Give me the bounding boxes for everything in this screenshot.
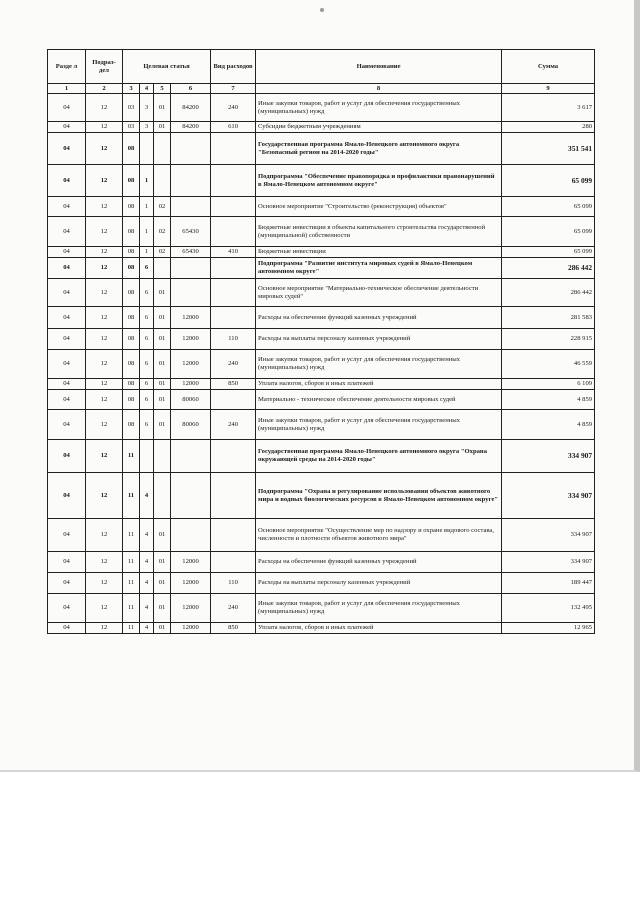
cell-podrazdel: 12 (86, 410, 123, 440)
cell-razdel: 04 (48, 379, 86, 390)
cell-subprogram: 4 (140, 573, 154, 594)
cell-direction (171, 133, 211, 165)
cell-naimenovanie: Государственная программа Ямало-Ненецкого автономного округа "Охрана окружающей среды на 2014-2020 годы" (256, 440, 502, 473)
cell-program: 11 (123, 594, 140, 623)
cell-podrazdel: 12 (86, 197, 123, 217)
cell-program: 08 (123, 279, 140, 307)
cell-program: 08 (123, 329, 140, 350)
header-tselevaya-statya: Целевая статья (123, 50, 211, 84)
cell-program: 03 (123, 94, 140, 122)
cell-podrazdel: 12 (86, 329, 123, 350)
cell-razdel: 04 (48, 217, 86, 247)
cell-vid-raskhodov (211, 197, 256, 217)
cell-vid-raskhodov (211, 279, 256, 307)
cell-direction: 12000 (171, 552, 211, 573)
cell-summa: 65 099 (502, 247, 595, 258)
cell-program: 08 (123, 350, 140, 379)
cell-summa: 286 442 (502, 258, 595, 279)
cell-program: 11 (123, 519, 140, 552)
cell-razdel: 04 (48, 440, 86, 473)
cell-event: 01 (154, 594, 171, 623)
cell-vid-raskhodov (211, 217, 256, 247)
cell-naimenovanie: Подпрограмма "Развитие института мировых судей в Ямало-Ненецком автономном округе" (256, 258, 502, 279)
header-row (48, 50, 595, 84)
cell-podrazdel: 12 (86, 307, 123, 329)
cell-podrazdel: 12 (86, 519, 123, 552)
cell-podrazdel: 12 (86, 133, 123, 165)
cell-program: 11 (123, 552, 140, 573)
table-row (48, 594, 595, 623)
cell-naimenovanie: Бюджетные инвестиции в объекты капитального строительства государственной (муниципальной) собственности (256, 217, 502, 247)
cell-podrazdel: 12 (86, 165, 123, 197)
cell-subprogram: 6 (140, 258, 154, 279)
table-row (48, 573, 595, 594)
cell-event: 02 (154, 247, 171, 258)
cell-podrazdel: 12 (86, 440, 123, 473)
cell-naimenovanie: Основное мероприятие "Строительство (реконструкция) объектов" (256, 197, 502, 217)
cell-razdel: 04 (48, 552, 86, 573)
cell-subprogram: 3 (140, 94, 154, 122)
cell-razdel: 04 (48, 258, 86, 279)
cell-vid-raskhodov: 240 (211, 594, 256, 623)
cell-summa: 65 099 (502, 165, 595, 197)
cell-vid-raskhodov (211, 307, 256, 329)
cell-vid-raskhodov: 410 (211, 247, 256, 258)
cell-razdel: 04 (48, 122, 86, 133)
cell-direction: 84200 (171, 94, 211, 122)
cell-naimenovanie: Бюджетные инвестиции (256, 247, 502, 258)
cell-podrazdel: 12 (86, 217, 123, 247)
cell-event: 01 (154, 329, 171, 350)
cell-direction: 12000 (171, 329, 211, 350)
cell-podrazdel: 12 (86, 390, 123, 410)
cell-program: 08 (123, 258, 140, 279)
cell-program: 08 (123, 165, 140, 197)
cell-subprogram: 1 (140, 247, 154, 258)
cell-summa: 65 099 (502, 197, 595, 217)
table-row (48, 133, 595, 165)
cell-razdel: 04 (48, 247, 86, 258)
cell-vid-raskhodov (211, 473, 256, 519)
cell-summa: 281 583 (502, 307, 595, 329)
cell-direction: 80060 (171, 410, 211, 440)
cell-podrazdel: 12 (86, 573, 123, 594)
cell-subprogram: 4 (140, 473, 154, 519)
cell-event (154, 165, 171, 197)
cell-subprogram: 6 (140, 279, 154, 307)
cell-summa: 4 859 (502, 410, 595, 440)
cell-naimenovanie: Государственная программа Ямало-Ненецкого автономного округа "Безопасный регион на 2014-2020 годы" (256, 133, 502, 165)
cell-subprogram: 1 (140, 165, 154, 197)
cell-razdel: 04 (48, 573, 86, 594)
cell-podrazdel: 12 (86, 594, 123, 623)
cell-naimenovanie: Иные закупки товаров, работ и услуг для обеспечения государственных (муниципальных) нужд (256, 410, 502, 440)
cell-program: 11 (123, 473, 140, 519)
cell-podrazdel: 12 (86, 258, 123, 279)
cell-razdel: 04 (48, 594, 86, 623)
cell-vid-raskhodov: 240 (211, 350, 256, 379)
cell-program: 08 (123, 247, 140, 258)
cell-program: 11 (123, 440, 140, 473)
cell-summa: 334 907 (502, 552, 595, 573)
header-summa: Сумма (502, 50, 595, 84)
cell-summa: 65 099 (502, 217, 595, 247)
cell-naimenovanie: Иные закупки товаров, работ и услуг для обеспечения государственных (муниципальных) нужд (256, 94, 502, 122)
cell-summa: 351 541 (502, 133, 595, 165)
cell-event: 01 (154, 350, 171, 379)
cell-event: 01 (154, 552, 171, 573)
cell-subprogram (140, 133, 154, 165)
header-razdel: Разде л (48, 50, 86, 84)
cell-summa: 286 442 (502, 279, 595, 307)
cell-summa: 3 617 (502, 94, 595, 122)
cell-razdel: 04 (48, 165, 86, 197)
cell-subprogram: 6 (140, 329, 154, 350)
cell-program: 11 (123, 573, 140, 594)
cell-subprogram: 4 (140, 552, 154, 573)
cell-vid-raskhodov: 110 (211, 329, 256, 350)
cell-event: 01 (154, 279, 171, 307)
cell-direction: 12000 (171, 594, 211, 623)
cell-naimenovanie: Подпрограмма "Охрана и регулирование использования объектов животного мира и водных биологических ресурсов в Ямало-Ненецком автономном округе" (256, 473, 502, 519)
colnum: 7 (211, 84, 256, 94)
table-row (48, 410, 595, 440)
cell-naimenovanie: Уплата налогов, сборов и иных платежей (256, 379, 502, 390)
cell-vid-raskhodov: 850 (211, 623, 256, 634)
cell-direction (171, 279, 211, 307)
header-vid-raskhodov: Вид расходов (211, 50, 256, 84)
cell-vid-raskhodov: 850 (211, 379, 256, 390)
cell-event: 01 (154, 573, 171, 594)
cell-naimenovanie: Основное мероприятие "Осуществление мер по надзору и охране видового состава, численности и плотности объектов животного мира" (256, 519, 502, 552)
cell-razdel: 04 (48, 390, 86, 410)
cell-naimenovanie: Расходы на выплаты персоналу казенных учреждений (256, 329, 502, 350)
cell-podrazdel: 12 (86, 379, 123, 390)
table-row (48, 329, 595, 350)
cell-vid-raskhodov: 610 (211, 122, 256, 133)
table-row (48, 552, 595, 573)
cell-vid-raskhodov (211, 440, 256, 473)
cell-event: 02 (154, 217, 171, 247)
cell-podrazdel: 12 (86, 552, 123, 573)
cell-direction: 80060 (171, 390, 211, 410)
cell-event (154, 440, 171, 473)
cell-summa: 334 907 (502, 473, 595, 519)
table-row (48, 440, 595, 473)
table-row (48, 197, 595, 217)
cell-event: 02 (154, 197, 171, 217)
cell-event: 01 (154, 307, 171, 329)
cell-razdel: 04 (48, 473, 86, 519)
table-row (48, 217, 595, 247)
cell-direction: 12000 (171, 350, 211, 379)
cell-naimenovanie: Иные закупки товаров, работ и услуг для обеспечения государственных (муниципальных) нужд (256, 350, 502, 379)
table-row (48, 623, 595, 634)
colnum: 6 (171, 84, 211, 94)
cell-program: 08 (123, 133, 140, 165)
cell-subprogram: 1 (140, 217, 154, 247)
cell-vid-raskhodov (211, 165, 256, 197)
cell-naimenovanie: Расходы на выплаты персоналу казенных учреждений (256, 573, 502, 594)
cell-event (154, 133, 171, 165)
cell-direction (171, 440, 211, 473)
cell-program: 08 (123, 379, 140, 390)
cell-razdel: 04 (48, 279, 86, 307)
cell-summa: 228 915 (502, 329, 595, 350)
cell-summa: 6 109 (502, 379, 595, 390)
cell-direction (171, 519, 211, 552)
table-body (48, 94, 595, 634)
cell-vid-raskhodov (211, 258, 256, 279)
cell-naimenovanie: Субсидии бюджетным учреждениям (256, 122, 502, 133)
column-number-row (48, 84, 595, 94)
cell-podrazdel: 12 (86, 279, 123, 307)
cell-direction: 12000 (171, 573, 211, 594)
table-row (48, 307, 595, 329)
cell-subprogram: 4 (140, 519, 154, 552)
cell-program: 11 (123, 623, 140, 634)
cell-vid-raskhodov: 110 (211, 573, 256, 594)
cell-event: 01 (154, 390, 171, 410)
cell-naimenovanie: Подпрограмма "Обеспечение правопорядка и профилактики правонарушений в Ямало-Ненецком автономном округе" (256, 165, 502, 197)
cell-program: 08 (123, 307, 140, 329)
colnum: 5 (154, 84, 171, 94)
cell-subprogram: 6 (140, 390, 154, 410)
table-row (48, 94, 595, 122)
cell-razdel: 04 (48, 519, 86, 552)
colnum: 4 (140, 84, 154, 94)
cell-program: 08 (123, 410, 140, 440)
cell-program: 08 (123, 197, 140, 217)
colnum: 9 (502, 84, 595, 94)
table-row (48, 165, 595, 197)
cell-summa: 334 907 (502, 519, 595, 552)
cell-subprogram: 1 (140, 197, 154, 217)
table-row (48, 519, 595, 552)
cell-subprogram: 4 (140, 623, 154, 634)
cell-summa: 4 859 (502, 390, 595, 410)
cell-subprogram: 6 (140, 307, 154, 329)
punch-hole (320, 8, 324, 12)
cell-subprogram: 6 (140, 350, 154, 379)
cell-summa: 132 495 (502, 594, 595, 623)
table-row (48, 379, 595, 390)
cell-event: 01 (154, 623, 171, 634)
table-row (48, 122, 595, 133)
cell-event: 01 (154, 94, 171, 122)
cell-subprogram: 3 (140, 122, 154, 133)
cell-direction (171, 473, 211, 519)
cell-naimenovanie: Расходы на обеспечение функций казенных учреждений (256, 307, 502, 329)
cell-subprogram (140, 440, 154, 473)
cell-razdel: 04 (48, 350, 86, 379)
cell-event: 01 (154, 410, 171, 440)
cell-direction: 84200 (171, 122, 211, 133)
header-podrazdel: Подраз- дел (86, 50, 123, 84)
cell-subprogram: 4 (140, 594, 154, 623)
cell-podrazdel: 12 (86, 247, 123, 258)
cell-podrazdel: 12 (86, 623, 123, 634)
cell-direction: 12000 (171, 307, 211, 329)
cell-naimenovanie: Уплата налогов, сборов и иных платежей (256, 623, 502, 634)
cell-razdel: 04 (48, 307, 86, 329)
cell-summa: 189 447 (502, 573, 595, 594)
cell-event: 01 (154, 379, 171, 390)
cell-direction (171, 258, 211, 279)
cell-summa: 46 559 (502, 350, 595, 379)
cell-vid-raskhodov (211, 133, 256, 165)
cell-vid-raskhodov (211, 519, 256, 552)
budget-table (47, 49, 595, 634)
cell-event: 01 (154, 519, 171, 552)
cell-razdel: 04 (48, 133, 86, 165)
cell-vid-raskhodov: 240 (211, 94, 256, 122)
cell-event: 01 (154, 122, 171, 133)
cell-vid-raskhodov: 240 (211, 410, 256, 440)
cell-subprogram: 6 (140, 379, 154, 390)
cell-program: 08 (123, 217, 140, 247)
cell-event (154, 473, 171, 519)
cell-podrazdel: 12 (86, 122, 123, 133)
cell-naimenovanie: Иные закупки товаров, работ и услуг для обеспечения государственных (муниципальных) нужд (256, 594, 502, 623)
colnum: 8 (256, 84, 502, 94)
table-row (48, 390, 595, 410)
cell-direction: 12000 (171, 623, 211, 634)
cell-podrazdel: 12 (86, 473, 123, 519)
cell-vid-raskhodov (211, 552, 256, 573)
colnum: 3 (123, 84, 140, 94)
cell-vid-raskhodov (211, 390, 256, 410)
table-row (48, 247, 595, 258)
cell-podrazdel: 12 (86, 350, 123, 379)
cell-razdel: 04 (48, 329, 86, 350)
cell-razdel: 04 (48, 94, 86, 122)
cell-program: 08 (123, 390, 140, 410)
cell-razdel: 04 (48, 410, 86, 440)
table-row (48, 473, 595, 519)
cell-razdel: 04 (48, 623, 86, 634)
cell-subprogram: 6 (140, 410, 154, 440)
cell-direction: 65430 (171, 247, 211, 258)
cell-program: 03 (123, 122, 140, 133)
cell-naimenovanie: Основное мероприятие "Материально-техническое обеспечение деятельности мировых судей" (256, 279, 502, 307)
colnum: 2 (86, 84, 123, 94)
colnum: 1 (48, 84, 86, 94)
cell-direction: 12000 (171, 379, 211, 390)
cell-razdel: 04 (48, 197, 86, 217)
cell-podrazdel: 12 (86, 94, 123, 122)
cell-event (154, 258, 171, 279)
cell-direction (171, 165, 211, 197)
header-naimenovanie: Наименование (256, 50, 502, 84)
cell-direction: 65430 (171, 217, 211, 247)
table-row (48, 279, 595, 307)
cell-summa: 12 965 (502, 623, 595, 634)
cell-naimenovanie: Расходы на обеспечение функций казенных учреждений (256, 552, 502, 573)
cell-naimenovanie: Материально - техническое обеспечение деятельности мировых судей (256, 390, 502, 410)
cell-summa: 334 907 (502, 440, 595, 473)
table-row (48, 258, 595, 279)
cell-summa: 280 (502, 122, 595, 133)
cell-direction (171, 197, 211, 217)
table-row (48, 350, 595, 379)
